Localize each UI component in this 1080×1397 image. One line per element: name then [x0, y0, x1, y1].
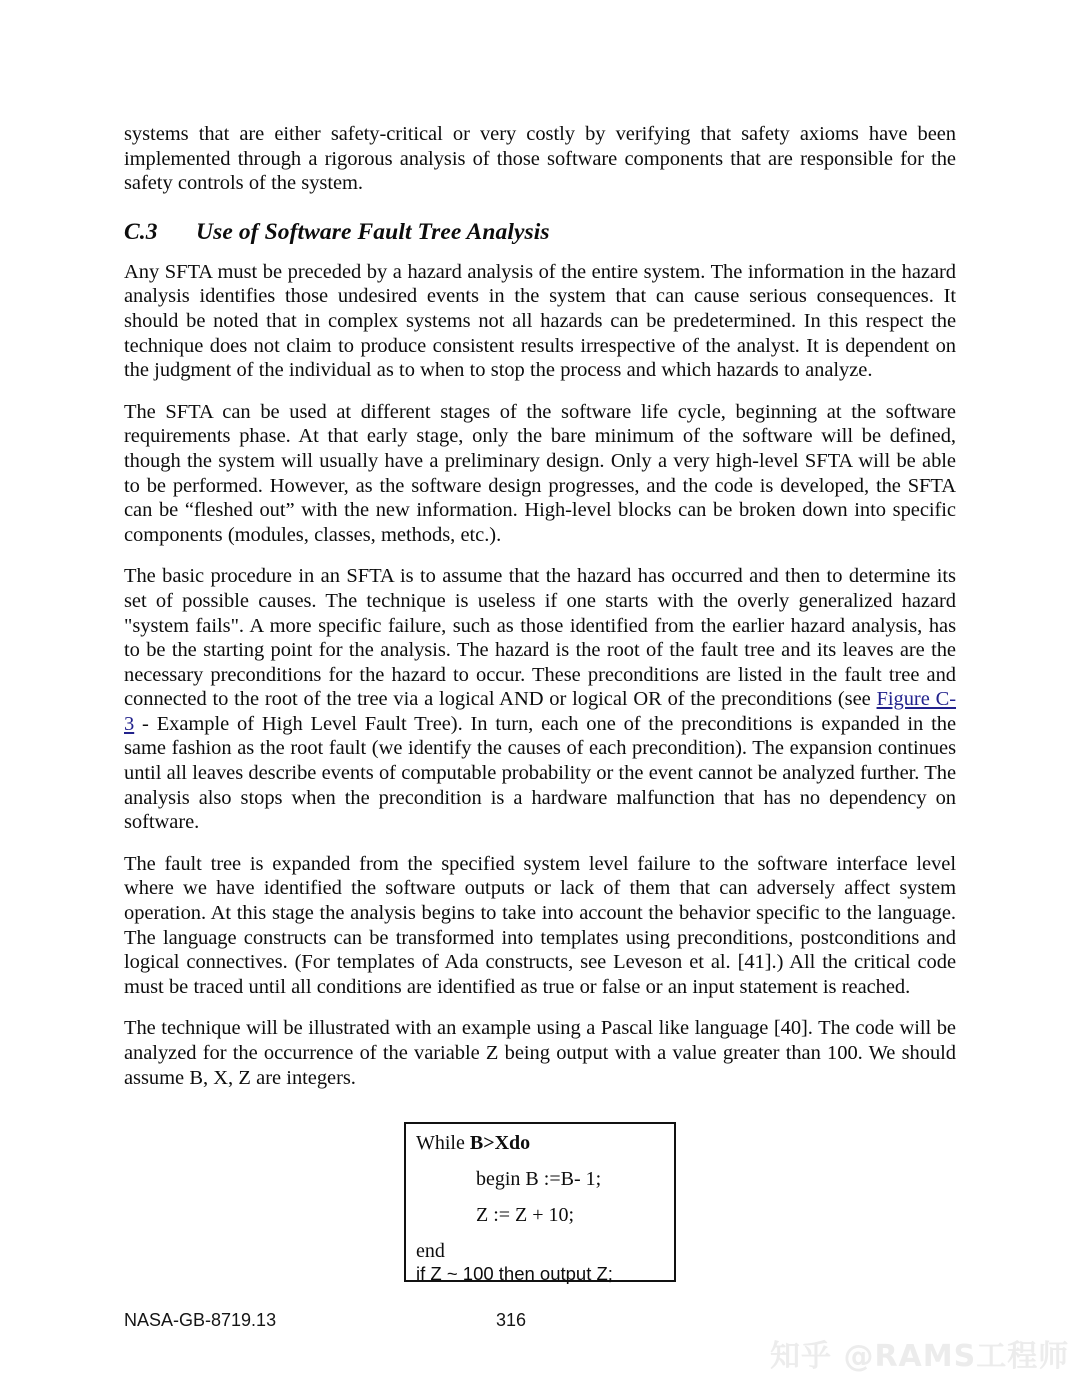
footer-page-number: 316	[496, 1310, 527, 1330]
section-heading	[124, 218, 956, 246]
code-while-keyword: While	[416, 1132, 470, 1154]
page-content	[124, 122, 956, 1106]
code-line-if-output: if Z ~ 100 then output Z;	[416, 1263, 613, 1284]
paragraph-sfta-life-cycle: The SFTA can be used at different stages of the software life cycle, beginning at the software requirements phase. At that early stage, only the bare minimum of the software will be defined, though the system will usually have a preliminary design. Only a very high-level SFTA will be able to be performed. However, as the software design progresses, and the code is developed, the SFTA can be “fleshed out” with the new information. High-level blocks can be broken down into specific components (modules, classes, methods, etc.).	[124, 400, 956, 546]
figure-c3-link[interactable]: Figure C- 3	[124, 688, 956, 735]
paragraph-basic-procedure-text-before-link: The basic procedure in an SFTA is to assume that the hazard has occurred and then to determine its set of possible causes. The technique is useless if one starts with the overly generalized hazard "system fails". A more specific failure, such as those identified from the earlier hazard analysis, has to be the starting point for the analysis. The hazard is the root of the fault tree and its leaves are the necessary preconditions for the hazard to occur. These preconditions are listed in the fault tree and connected to the root of the tree via a logical AND or logical OR of the preconditions (see	[124, 565, 956, 711]
code-line-begin: begin B :=B- 1;	[476, 1168, 602, 1190]
section-title: Use of Software Fault Tree Analysis	[196, 218, 550, 245]
paragraph-basic-procedure	[124, 564, 956, 835]
code-example-box	[404, 1122, 676, 1282]
code-line-assign: Z := Z + 10;	[476, 1204, 575, 1226]
paragraph-basic-procedure-text-after-link: - Example of High Level Fault Tree). In turn, each one of the preconditions is expanded in the same fashion as the root fault (we identify the causes of each precondition). The expansion continues until all leaves describe events of computable probability or the event cannot be analyzed further. The analysis also stops when the precondition is a hardware malfunction that has no dependency on software.	[124, 712, 956, 834]
paragraph-pascal-example: The technique will be illustrated with an example using a Pascal like language [40]. The code will be analyzed for the occurrence of the variable Z being output with a value greater than 100. We should assume B, X, Z are integers.	[124, 1017, 956, 1089]
footer-document-id: NASA-GB-8719.13	[124, 1310, 277, 1330]
paragraph-sfta-hazard-analysis: Any SFTA must be preceded by a hazard analysis of the entire system. The information in the hazard analysis identifies those undesired events in the system that can cause serious consequences. It should be noted that in complex systems not all hazards can be predetermined. In this respect the technique does not claim to produce consistent results irrespective of the analyst. It is dependent on the judgment of the individual as to when to stop the process and which hazards to analyze.	[124, 260, 956, 382]
section-number: C.3	[124, 218, 158, 245]
watermark-zhihu-rams: 知乎 @RAMS工程师	[770, 1339, 1070, 1374]
paragraph-continued: systems that are either safety-critical or very costly by verifying that safety axioms have been implemented through a rigorous analysis of those software components that are responsible for the safety controls of the system.	[124, 123, 956, 195]
code-line-end: end	[416, 1240, 445, 1262]
code-while-expression: B>Xdo	[469, 1132, 531, 1154]
code-line-while	[416, 1133, 530, 1153]
paragraph-fault-tree-expansion: The fault tree is expanded from the specified system level failure to the software interface level where we have identified the software outputs or lack of them that can adversely affect system operation. At this stage the analysis begins to take into account the behavior specific to the language. The language constructs can be transformed into templates using preconditions, postconditions and logical connectives. (For templates of Ada constructs, see Leveson et al. [41].) All the critical code must be traced until all conditions are identified as true or false or an input statement is reached.	[124, 852, 956, 998]
